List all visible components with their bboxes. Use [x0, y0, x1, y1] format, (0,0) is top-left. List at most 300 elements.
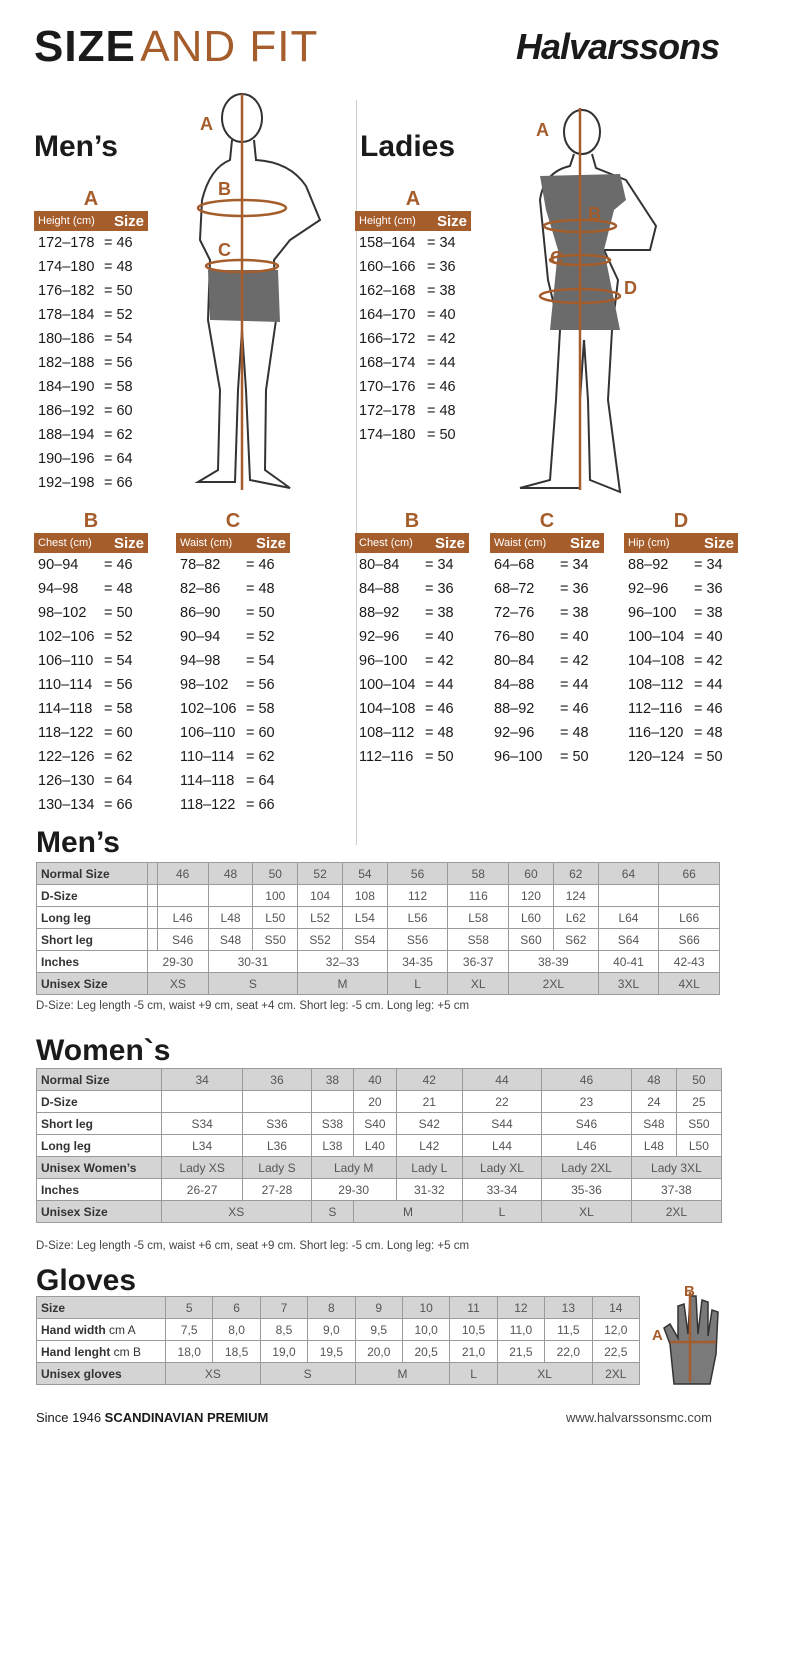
size-range: 102–106	[180, 701, 237, 717]
size-row	[624, 673, 738, 697]
table-cell: 24	[631, 1091, 676, 1113]
size-range: 112–116	[628, 701, 683, 717]
size-value: = 50	[427, 427, 456, 443]
size-range: 174–180	[38, 259, 95, 275]
table-cell: S48	[208, 929, 253, 951]
ladies-figure-label-b: B	[588, 204, 601, 224]
ladies-figure-label-a: A	[536, 120, 549, 140]
size-value: = 44	[425, 677, 454, 693]
table-cell: 48	[208, 863, 253, 885]
measure-letter: C	[539, 510, 555, 532]
size-value: = 66	[104, 475, 133, 491]
size-row	[490, 649, 604, 673]
size-range: 184–190	[38, 379, 95, 395]
size-value: = 38	[425, 605, 454, 621]
table-cell: 116	[448, 885, 509, 907]
size-row	[34, 375, 148, 399]
table-cell: 100	[253, 885, 298, 907]
empty-cell	[148, 863, 158, 885]
table-cell: S54	[342, 929, 387, 951]
size-range: 122–126	[38, 749, 95, 765]
size-row	[624, 601, 738, 625]
size-range: 172–178	[38, 235, 95, 251]
brand-logo: Halvarssons	[516, 26, 720, 67]
table-cell: 33-34	[462, 1179, 541, 1201]
ladies-figure-label-c: C	[550, 248, 563, 268]
table-cell: XL	[542, 1201, 632, 1223]
table-row	[37, 951, 720, 973]
size-value: = 62	[104, 749, 133, 765]
table-row	[37, 1297, 640, 1319]
table-row	[37, 1069, 730, 1091]
table-row	[37, 885, 720, 907]
table-cell: 52	[298, 863, 343, 885]
empty-cell	[721, 1069, 729, 1091]
hand-width-bold: Hand width	[41, 1322, 106, 1337]
size-range: 172–178	[359, 403, 416, 419]
size-row	[34, 471, 148, 495]
size-value: = 66	[104, 797, 133, 813]
size-row	[34, 697, 148, 721]
table-cell: L54	[342, 907, 387, 929]
table-cell: 8,5	[260, 1319, 307, 1341]
size-range: 190–196	[38, 451, 95, 467]
row-label: D-Size	[37, 885, 148, 907]
men-table-title: Men’s	[36, 826, 120, 859]
size-row	[34, 351, 148, 375]
size-range: 94–98	[38, 581, 79, 597]
empty-cell	[148, 907, 158, 929]
size-value: = 36	[694, 581, 723, 597]
table-cell: 30-31	[208, 951, 298, 973]
hand-length-bold: Hand lenght	[41, 1344, 111, 1359]
size-value: = 44	[694, 677, 723, 693]
table-cell: S44	[462, 1113, 541, 1135]
size-value: = 52	[246, 629, 275, 645]
table-cell: 2XL	[592, 1363, 639, 1385]
size-row	[355, 375, 471, 399]
size-row	[490, 673, 604, 697]
table-cell: 31-32	[396, 1179, 462, 1201]
size-range: 182–188	[38, 355, 95, 371]
size-value: = 48	[560, 725, 589, 741]
ladies-chest-size-chart	[355, 510, 469, 769]
size-value: = 44	[560, 677, 589, 693]
table-cell: 38-39	[509, 951, 599, 973]
size-range: 170–176	[359, 379, 416, 395]
size-value: = 34	[425, 557, 454, 573]
size-value: = 58	[104, 701, 133, 717]
table-cell: 27-28	[243, 1179, 311, 1201]
size-row	[176, 721, 290, 745]
table-cell: L48	[631, 1135, 676, 1157]
table-cell: S	[208, 973, 298, 995]
table-cell: 34	[162, 1069, 243, 1091]
row-label: Short leg	[37, 1113, 162, 1135]
table-cell: L46	[542, 1135, 632, 1157]
row-label: Inches	[37, 951, 148, 973]
size-value: = 46	[246, 557, 275, 573]
size-row	[355, 327, 471, 351]
table-cell: 58	[448, 863, 509, 885]
size-range: 104–108	[359, 701, 416, 717]
size-range: 160–166	[359, 259, 416, 275]
chart-header-size: Size	[703, 534, 734, 552]
table-cell: 36	[243, 1069, 311, 1091]
row-label: Unisex Women’s	[37, 1157, 162, 1179]
size-row	[624, 649, 738, 673]
size-row	[34, 673, 148, 697]
men-size-table	[36, 862, 720, 995]
table-cell: 6	[213, 1297, 260, 1319]
row-label	[37, 1319, 166, 1341]
men-figure-label-c: C	[218, 240, 231, 260]
empty-cell	[148, 885, 158, 907]
chart-header	[490, 533, 604, 553]
size-value: = 40	[425, 629, 454, 645]
size-row	[34, 255, 148, 279]
table-cell: L48	[208, 907, 253, 929]
table-cell: 40-41	[598, 951, 659, 973]
row-label: Long leg	[37, 1135, 162, 1157]
table-cell: S48	[631, 1113, 676, 1135]
size-value: = 58	[246, 701, 275, 717]
table-cell: 18,5	[213, 1341, 260, 1363]
table-cell: 23	[542, 1091, 632, 1113]
table-cell: L64	[598, 907, 659, 929]
size-row	[490, 553, 604, 577]
table-cell: 19,5	[308, 1341, 355, 1363]
table-cell: 7	[260, 1297, 307, 1319]
size-row	[34, 279, 148, 303]
size-range: 82–86	[180, 581, 221, 597]
size-value: = 40	[694, 629, 723, 645]
table-cell: 13	[545, 1297, 592, 1319]
row-label: Normal Size	[37, 863, 148, 885]
table-cell: 20	[354, 1091, 397, 1113]
table-cell: XS	[162, 1201, 312, 1223]
table-cell: S60	[509, 929, 554, 951]
table-cell: 20,0	[355, 1341, 402, 1363]
table-cell: 18,0	[166, 1341, 213, 1363]
size-value: = 54	[104, 331, 133, 347]
table-cell: 29-30	[148, 951, 209, 973]
ladies-figure-icon	[500, 100, 680, 500]
chart-header-label: Chest (cm)	[359, 537, 413, 549]
size-value: = 50	[104, 283, 133, 299]
table-cell: L44	[462, 1135, 541, 1157]
table-cell: 64	[598, 863, 659, 885]
table-row	[37, 1341, 640, 1363]
table-cell: S56	[387, 929, 448, 951]
table-cell: 11,0	[497, 1319, 544, 1341]
table-cell: S	[311, 1201, 354, 1223]
chart-header	[355, 211, 471, 231]
table-cell: L36	[243, 1135, 311, 1157]
size-row	[34, 721, 148, 745]
table-cell: 2XL	[509, 973, 599, 995]
table-row	[37, 907, 720, 929]
size-row	[176, 649, 290, 673]
table-cell: 108	[342, 885, 387, 907]
men-title: Men’s	[34, 130, 118, 163]
table-cell: S50	[253, 929, 298, 951]
size-value: = 48	[104, 581, 133, 597]
table-cell: 46	[542, 1069, 632, 1091]
table-cell: 11,5	[545, 1319, 592, 1341]
table-cell: L40	[354, 1135, 397, 1157]
size-value: = 36	[560, 581, 589, 597]
table-cell: L	[387, 973, 448, 995]
men-height-size-chart	[34, 188, 148, 495]
table-cell: 48	[631, 1069, 676, 1091]
women-table-note: D-Size: Leg length -5 cm, waist +6 cm, seat +9 cm. Short leg: -5 cm. Long leg: +5 cm	[36, 1240, 470, 1252]
table-cell: 3XL	[598, 973, 659, 995]
table-cell	[243, 1091, 311, 1113]
size-row	[176, 625, 290, 649]
size-range: 130–134	[38, 797, 95, 813]
size-row	[355, 553, 469, 577]
men-waist-size-chart	[176, 510, 290, 817]
measure-letter: B	[83, 510, 99, 532]
size-row	[355, 423, 471, 447]
row-label: Short leg	[37, 929, 148, 951]
table-cell: 25	[676, 1091, 721, 1113]
table-cell	[208, 885, 253, 907]
men-figure-label-b: B	[218, 179, 231, 199]
size-value: = 38	[560, 605, 589, 621]
size-value: = 60	[104, 403, 133, 419]
size-row	[624, 697, 738, 721]
table-cell: 21,5	[497, 1341, 544, 1363]
size-row	[355, 745, 469, 769]
size-value: = 52	[104, 307, 133, 323]
page-title	[34, 22, 318, 72]
table-cell	[311, 1091, 354, 1113]
size-row	[490, 625, 604, 649]
chart-header-size: Size	[113, 534, 144, 552]
size-range: 78–82	[180, 557, 221, 573]
chart-header-label: Waist (cm)	[180, 537, 233, 549]
measure-letter: D	[673, 510, 689, 532]
size-row	[355, 649, 469, 673]
ladies-height-size-chart	[355, 188, 471, 447]
table-cell: L56	[387, 907, 448, 929]
footer-url[interactable]: www.halvarssonsmc.com	[566, 1410, 712, 1425]
size-row	[176, 601, 290, 625]
table-cell: Lady M	[311, 1157, 396, 1179]
table-cell: S34	[162, 1113, 243, 1135]
table-cell: 35-36	[542, 1179, 632, 1201]
table-row	[37, 929, 720, 951]
size-range: 178–184	[38, 307, 95, 323]
table-cell: 9,0	[308, 1319, 355, 1341]
size-row	[490, 577, 604, 601]
size-range: 90–94	[38, 557, 79, 573]
size-value: = 36	[427, 259, 456, 275]
size-range: 96–100	[359, 653, 408, 669]
men-table-note: D-Size: Leg length -5 cm, waist +9 cm, seat +4 cm. Short leg: -5 cm. Long leg: +5 cm	[36, 1000, 470, 1012]
size-range: 100–104	[359, 677, 416, 693]
chart-header	[355, 533, 469, 553]
table-cell: S58	[448, 929, 509, 951]
size-range: 126–130	[38, 773, 95, 789]
size-row	[34, 327, 148, 351]
size-range: 168–174	[359, 355, 416, 371]
ladies-waist-size-chart	[490, 510, 604, 769]
size-value: = 38	[427, 283, 456, 299]
size-range: 86–90	[180, 605, 221, 621]
table-cell: 11	[450, 1297, 497, 1319]
row-label: Unisex gloves	[37, 1363, 166, 1385]
men-figure-icon	[180, 90, 340, 500]
row-label: Long leg	[37, 907, 148, 929]
size-value: = 50	[694, 749, 723, 765]
chart-header-size: Size	[255, 534, 286, 552]
size-row	[176, 793, 290, 817]
table-cell: L	[450, 1363, 497, 1385]
chart-header-label: Chest (cm)	[38, 537, 92, 549]
size-row	[34, 553, 148, 577]
size-range: 88–92	[359, 605, 400, 621]
chart-header-size: Size	[436, 212, 467, 230]
title-bold: SIZE	[34, 22, 136, 71]
size-value: = 42	[694, 653, 723, 669]
size-value: = 48	[246, 581, 275, 597]
size-row	[355, 279, 471, 303]
table-cell: 14	[592, 1297, 639, 1319]
table-cell: 8,0	[213, 1319, 260, 1341]
size-value: = 48	[694, 725, 723, 741]
size-row	[176, 697, 290, 721]
size-value: = 38	[694, 605, 723, 621]
measure-letter: A	[83, 188, 99, 210]
size-range: 92–96	[628, 581, 669, 597]
chart-header-size: Size	[113, 212, 144, 230]
table-cell: L52	[298, 907, 343, 929]
size-range: 88–92	[494, 701, 535, 717]
size-row	[34, 447, 148, 471]
table-row	[37, 973, 720, 995]
size-range: 174–180	[359, 427, 416, 443]
table-cell: 7,5	[166, 1319, 213, 1341]
size-range: 84–88	[359, 581, 400, 597]
row-label	[37, 1341, 166, 1363]
table-cell: 12	[497, 1297, 544, 1319]
table-cell: L58	[448, 907, 509, 929]
table-cell: S50	[676, 1113, 721, 1135]
size-range: 64–68	[494, 557, 535, 573]
size-row	[490, 601, 604, 625]
size-range: 90–94	[180, 629, 221, 645]
chart-header	[176, 533, 290, 553]
table-cell: 5	[166, 1297, 213, 1319]
size-value: = 48	[104, 259, 133, 275]
table-cell: S46	[542, 1113, 632, 1135]
glove-hand-icon	[650, 1284, 730, 1394]
size-value: = 50	[246, 605, 275, 621]
table-cell: 37-38	[631, 1179, 721, 1201]
table-row	[37, 1201, 730, 1223]
size-value: = 42	[425, 653, 454, 669]
size-range: 80–84	[494, 653, 535, 669]
table-cell: 22,0	[545, 1341, 592, 1363]
size-row	[176, 673, 290, 697]
table-cell	[157, 885, 208, 907]
chart-header	[624, 533, 738, 553]
empty-cell	[148, 929, 158, 951]
table-cell: 112	[387, 885, 448, 907]
size-row	[34, 601, 148, 625]
size-row	[355, 673, 469, 697]
gloves-size-table	[36, 1296, 640, 1385]
size-value: = 60	[104, 725, 133, 741]
size-range: 112–116	[359, 749, 414, 765]
table-cell: M	[355, 1363, 450, 1385]
size-row	[490, 697, 604, 721]
table-cell: 8	[308, 1297, 355, 1319]
size-value: = 40	[427, 307, 456, 323]
size-range: 176–182	[38, 283, 95, 299]
size-row	[355, 697, 469, 721]
women-table-title: Women`s	[36, 1034, 171, 1067]
table-cell: S52	[298, 929, 343, 951]
size-range: 188–194	[38, 427, 95, 443]
empty-cell	[721, 1091, 729, 1113]
table-cell: 66	[659, 863, 720, 885]
table-cell: L46	[157, 907, 208, 929]
table-cell: L60	[509, 907, 554, 929]
empty-cell	[721, 1113, 729, 1135]
table-cell: Lady 3XL	[631, 1157, 721, 1179]
size-row	[624, 721, 738, 745]
table-row	[37, 1091, 730, 1113]
size-value: = 50	[104, 605, 133, 621]
table-cell: 50	[253, 863, 298, 885]
size-range: 118–122	[38, 725, 94, 741]
size-value: = 46	[427, 379, 456, 395]
size-row	[355, 231, 471, 255]
glove-label-a: A	[652, 1327, 663, 1344]
table-row	[37, 1113, 730, 1135]
table-cell: 22,5	[592, 1341, 639, 1363]
table-cell: L34	[162, 1135, 243, 1157]
table-cell: 20,5	[402, 1341, 449, 1363]
size-value: = 54	[246, 653, 275, 669]
table-cell: S38	[311, 1113, 354, 1135]
table-cell: L66	[659, 907, 720, 929]
table-cell: L38	[311, 1135, 354, 1157]
table-cell: 124	[553, 885, 598, 907]
size-row	[34, 577, 148, 601]
table-cell: Lady XL	[462, 1157, 541, 1179]
table-cell: 2XL	[631, 1201, 721, 1223]
size-row	[355, 351, 471, 375]
size-row	[355, 399, 471, 423]
measure-letter: C	[225, 510, 241, 532]
size-row	[624, 553, 738, 577]
table-cell: M	[354, 1201, 463, 1223]
size-row	[355, 577, 469, 601]
table-cell: XS	[166, 1363, 261, 1385]
size-row	[176, 745, 290, 769]
size-row	[176, 769, 290, 793]
size-range: 96–100	[628, 605, 677, 621]
size-value: = 46	[694, 701, 723, 717]
size-value: = 64	[246, 773, 275, 789]
table-cell: 26-27	[162, 1179, 243, 1201]
table-cell: M	[298, 973, 388, 995]
